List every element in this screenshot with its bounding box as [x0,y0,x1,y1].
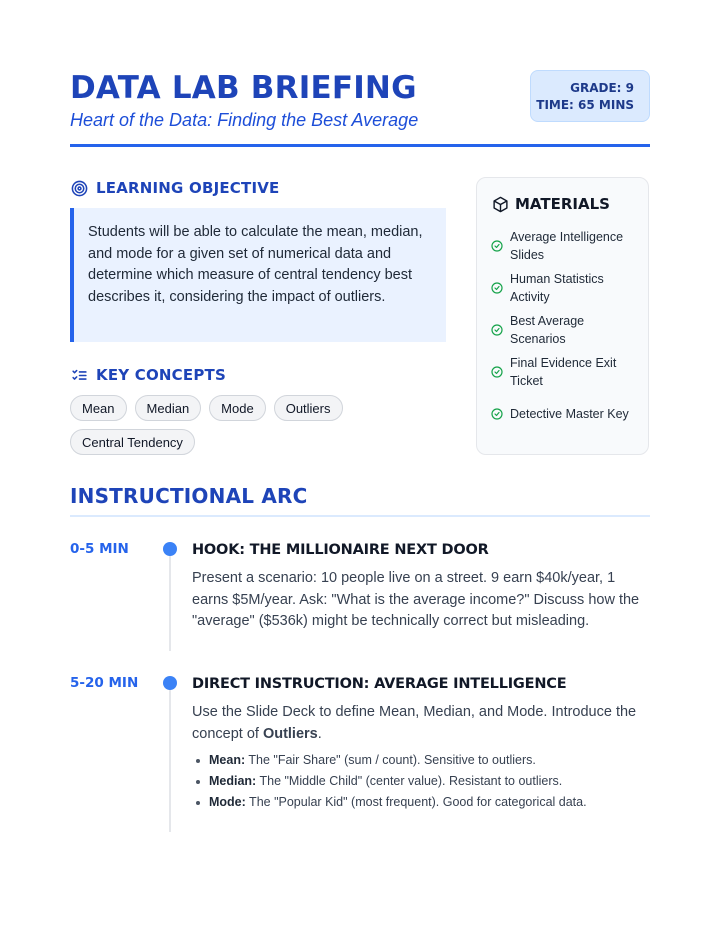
arc-divider [70,515,650,517]
page-title: DATA LAB BRIEFING [70,70,417,106]
objective-heading [70,179,279,197]
timeline-line [169,548,171,651]
concept-chip: Mean [70,395,127,421]
materials-item-label: Detective Master Key [510,407,629,421]
check-circle-icon [491,366,503,378]
timeline-dot [163,542,177,556]
objective-text: Students will be able to calculate the mean, median, and mode for a given set of numerical data and determine which measure of central tendency best describes it, considering the impact of outliers. [88,224,423,305]
step-bullets [192,750,652,813]
materials-item [491,309,634,351]
bullet-item [192,750,652,771]
concepts-heading-label: KEY CONCEPTS [96,366,226,384]
concept-chip: Mode [209,395,266,421]
timeline-step [192,674,652,813]
materials-heading [491,195,634,213]
bullet-text: The "Middle Child" (center value). Resistant to outliers. [256,774,563,788]
bullet-term: Mean: [209,753,246,767]
header [70,68,650,148]
materials-panel [476,177,649,455]
materials-heading-label: MATERIALS [515,195,610,213]
concept-chips [70,395,360,455]
checklist-icon [70,366,88,384]
timeline-dot [163,676,177,690]
timeline-step [192,540,652,633]
step-time: 0-5 MIN [70,541,129,557]
materials-item-label: Best Average Scenarios [510,314,585,346]
concepts-heading [70,366,226,384]
check-circle-icon [491,282,503,294]
materials-item [491,267,634,309]
check-circle-icon [491,240,503,252]
step-description-emphasis: Outliers [262,725,318,742]
bullet-term: Mode: [209,795,246,809]
time-label: TIME: 65 MINS [536,98,634,112]
materials-item [491,351,634,393]
concept-chip: Outliers [274,395,343,421]
target-icon [70,179,88,197]
check-circle-icon [491,324,503,336]
materials-item-label: Human Statistics Activity [510,272,604,304]
step-title: DIRECT INSTRUCTION: AVERAGE INTELLIGENCE [192,676,567,692]
page-subtitle: Heart of the Data: Finding the Best Average [70,110,419,130]
bullet-text: The "Fair Share" (sum / count). Sensitive to outliers. [245,753,536,767]
check-circle-icon [491,408,503,420]
grade-time-badge [530,70,650,122]
objective-box [70,208,446,342]
materials-item-label: Average Intelligence Slides [510,230,624,262]
box-icon [491,195,509,213]
materials-item-label: Final Evidence Exit Ticket [510,356,617,388]
concept-chip: Median [135,395,202,421]
bullet-item [192,792,652,813]
materials-item [491,225,634,267]
step-description [192,702,652,745]
step-title: HOOK: THE MILLIONAIRE NEXT DOOR [192,542,489,558]
objective-heading-label: LEARNING OBJECTIVE [96,179,280,197]
bullet-term: Median: [209,774,257,788]
arc-heading: INSTRUCTIONAL ARC [70,484,308,508]
step-time: 5-20 MIN [70,675,139,691]
step-description-end: . [317,725,322,742]
step-description-text: Use the Slide Deck to define Mean, Median, and Mode. Introduce the concept of [192,704,637,742]
step-description: Present a scenario: 10 people live on a street. 9 earn $40k/year, 1 earns $5M/year. Ask: "What is the average income?" Discuss how the "average" ($536k) might be technically correct but misleading. [192,570,640,629]
bullet-item [192,771,652,792]
grade-label: GRADE: 9 [570,81,634,95]
materials-item [491,393,634,435]
bullet-text: The "Popular Kid" (most frequent). Good for categorical data. [245,795,587,809]
timeline-line [169,682,171,832]
concept-chip: Central Tendency [70,429,195,455]
header-divider [70,144,650,147]
